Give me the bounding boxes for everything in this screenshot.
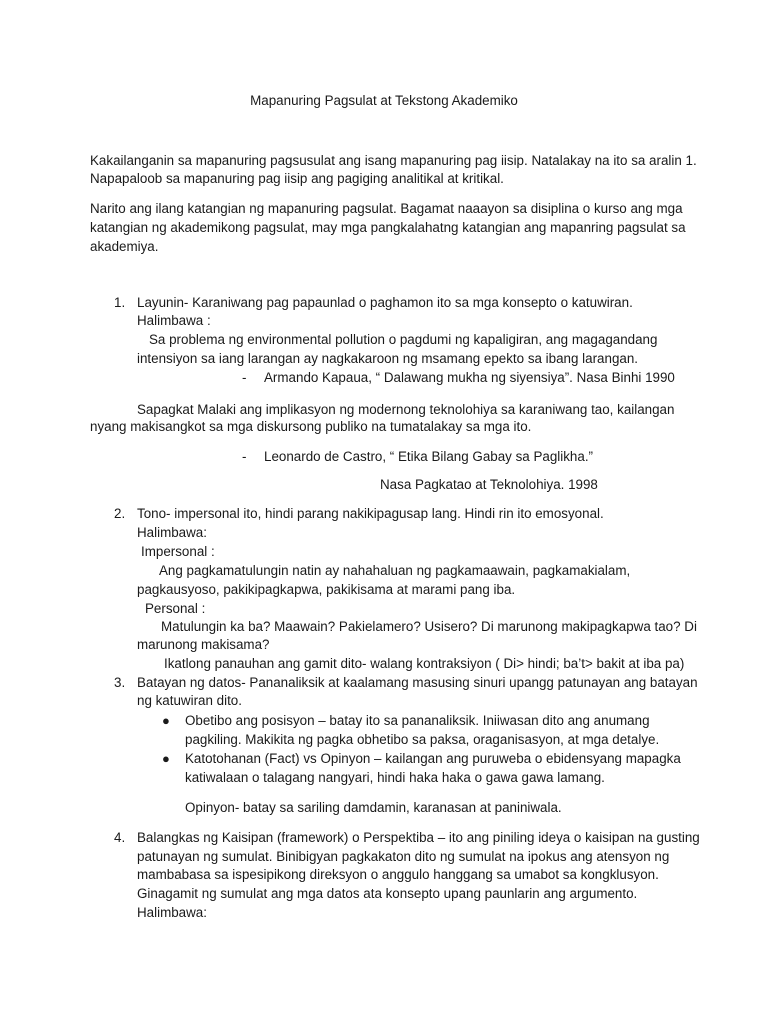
item3-bullet2-line1: Katotohanan (Fact) vs Opinyon – kailangan ang puruweba o ebidensyang mapagka (185, 751, 681, 766)
item4-number: 4. (114, 830, 126, 845)
item1-p2-line1: Sapagkat Malaki ang implikasyon ng modernong teknolohiya sa karaniwang tao, kailangan (137, 402, 675, 417)
item1-cite2-source: Nasa Pagkatao at Teknolohiya. 1998 (380, 477, 598, 492)
item1-number: 1. (114, 295, 126, 310)
intro-p2-line2: katangian ng akademikong pagsulat, may mga pangkalahatng katangian ang mapanring pagsulat sa (90, 220, 686, 235)
item1-line3: Sa problema ng environmental pollution o pagdumi ng kapaligiran, ang magagandang (149, 332, 658, 347)
item1-cite2-dash: - (242, 449, 247, 464)
item4-line2: patunayan ng sumulat. Binibigyan pagkakaton dito ng sumulat na ipokus ang atensyon ng (137, 849, 670, 864)
intro-p2-line3: akademiya. (90, 239, 159, 254)
item3-line2: ng katuwiran dito. (137, 693, 242, 708)
item1-line4: intensiyon sa iang larangan ay nagkakaroon ng msamang epekto sa ibang larangan. (137, 351, 639, 366)
item4-line1: Balangkas ng Kaisipan (framework) o Perspektiba – ito ang piniling ideya o kaisipan na gusting (137, 830, 700, 845)
item1-cite1-dash: - (242, 370, 247, 385)
item3-opinyon: Opinyon- batay sa sariling damdamin, karanasan at paniniwala. (185, 800, 562, 815)
item3-number: 3. (114, 675, 126, 690)
item3-bullet2-line2: katiwalaan o talagang nangyari, hindi haka haka o gawa gawa lamang. (185, 770, 605, 785)
intro-p1-line1: Kakailanganin sa mapanuring pagsusulat ang isang mapanuring pag iisip. Natalakay na ito sa aralin 1. (90, 153, 697, 168)
item2-line6: Personal : (145, 601, 206, 616)
document-title: Mapanuring Pagsulat at Tekstong Akademiko (250, 93, 518, 108)
item3-bullet1-line1: Obetibo ang posisyon – batay ito sa pananaliksik. Iniiwasan dito ang anumang (185, 713, 650, 728)
item2-number: 2. (114, 506, 126, 521)
item3-line1: Batayan ng datos- Pananaliksik at kaalamang masusing sinuri upangg patunayan ang batayan (137, 675, 698, 690)
item4-line4: Ginagamit ng sumulat ang mga datos ata konsepto upang paunlarin ang argumento. (137, 886, 638, 901)
item2-line8: marunong makisama? (137, 637, 270, 652)
item1-cite1: Armando Kapaua, “ Dalawang mukha ng siyensiya”. Nasa Binhi 1990 (264, 370, 675, 385)
intro-p2-line1: Narito ang ilang katangian ng mapanuring pagsulat. Bagamat naaayon sa disiplina o kurso ang mga (90, 201, 683, 216)
item3-bullet1-line2: pagkiling. Makikita ng pagka obhetibo sa paksa, oraganisasyon, at mga detalye. (185, 732, 660, 747)
item1-line1: Layunin- Karaniwang pag papaunlad o paghamon ito sa mga konsepto o katuwiran. (137, 295, 633, 310)
item2-line2: Halimbawa: (137, 525, 207, 540)
item4-line3: mambabasa sa ispesipikong direksyon o anggulo hanggang sa umabot sa kongklusyon. (137, 867, 659, 882)
item2-line5: pagkausyoso, pakikipagkapwa, pakikisama at marami pang iba. (137, 582, 516, 597)
item2-line7: Matulungin ka ba? Maawain? Pakielamero? Usisero? Di marunong makipagkapwa tao? Di (161, 619, 697, 634)
item1-line2: Halimbawa : (137, 313, 211, 328)
item4-line5: Halimbawa: (137, 905, 207, 920)
item1-p2-line2: nyang makisangkot sa mga diskursong publiko na tumatalakay sa mga ito. (90, 419, 532, 434)
bullet-icon: ● (162, 751, 170, 766)
item2-line9: Ikatlong panauhan ang gamit dito- walang kontraksiyon ( Di> hindi; ba’t> bakit at iba pa) (164, 656, 685, 671)
item2-line3: Impersonal : (141, 544, 215, 559)
item2-line1: Tono- impersonal ito, hindi parang nakikipagusap lang. Hindi rin ito emosyonal. (137, 506, 604, 521)
intro-p1-line2: Napapaloob sa mapanuring pag iisip ang pagiging analitikal at kritikal. (90, 171, 504, 186)
item2-line4: Ang pagkamatulungin natin ay nahahaluan ng pagkamaawain, pagkamakialam, (159, 563, 631, 578)
item1-cite2: Leonardo de Castro, “ Etika Bilang Gabay sa Paglikha.” (264, 449, 593, 464)
bullet-icon: ● (162, 713, 170, 728)
